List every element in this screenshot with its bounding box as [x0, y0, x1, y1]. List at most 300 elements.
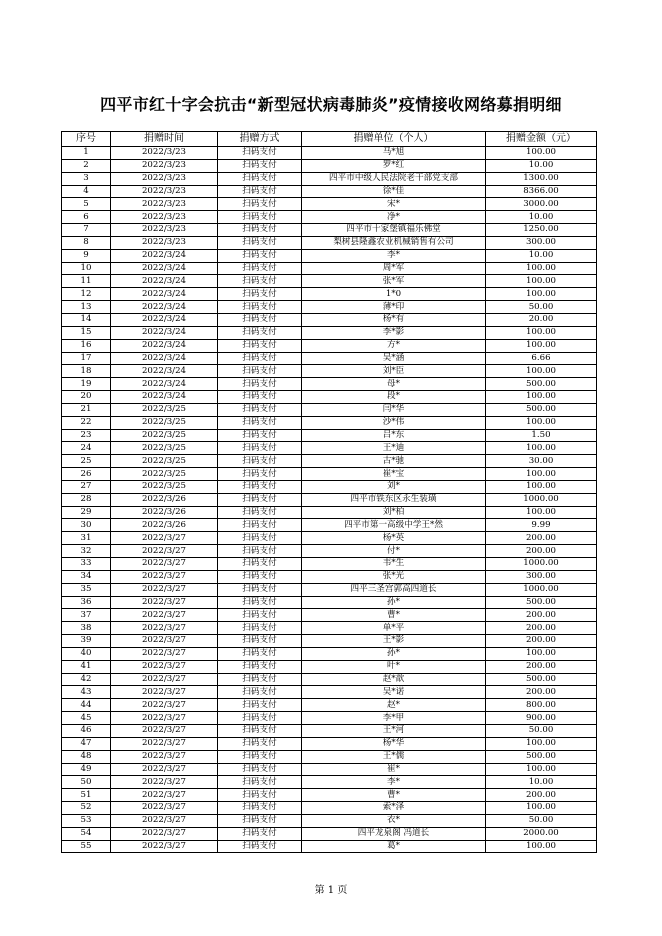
- cell-amount: 50.00: [486, 724, 597, 737]
- table-row: [62, 429, 597, 442]
- table-row: [62, 724, 597, 737]
- cell-donor: 李*甲: [302, 712, 486, 725]
- cell-serial-number: 3: [62, 172, 111, 185]
- cell-donation-method: 扫码支付: [218, 583, 302, 596]
- cell-donor: 王*儒: [302, 750, 486, 763]
- cell-amount: 10.00: [486, 776, 597, 789]
- table-row: [62, 455, 597, 468]
- cell-serial-number: 37: [62, 609, 111, 622]
- table-row: [62, 236, 597, 249]
- cell-amount: 500.00: [486, 673, 597, 686]
- cell-donation-method: 扫码支付: [218, 558, 302, 571]
- cell-amount: 8366.00: [486, 185, 597, 198]
- table-row: [62, 750, 597, 763]
- table-row: [62, 545, 597, 558]
- cell-donor: 吴*诺: [302, 686, 486, 699]
- cell-donation-method: 扫码支付: [218, 609, 302, 622]
- cell-serial-number: 21: [62, 403, 111, 416]
- header-donation-date: 捐赠时间: [111, 132, 218, 147]
- cell-donation-date: 2022/3/27: [111, 532, 218, 545]
- cell-amount: 200.00: [486, 789, 597, 802]
- cell-donation-method: 扫码支付: [218, 532, 302, 545]
- cell-serial-number: 45: [62, 712, 111, 725]
- table-row: [62, 660, 597, 673]
- cell-donor: 四平三圣宫郭高四道长: [302, 583, 486, 596]
- table-row: [62, 185, 597, 198]
- cell-donation-method: 扫码支付: [218, 724, 302, 737]
- cell-donation-method: 扫码支付: [218, 147, 302, 160]
- cell-donation-method: 扫码支付: [218, 313, 302, 326]
- cell-donor: 段*: [302, 391, 486, 404]
- cell-donor: 古*驰: [302, 455, 486, 468]
- table-row: [62, 442, 597, 455]
- table-row: [62, 403, 597, 416]
- cell-donation-date: 2022/3/23: [111, 185, 218, 198]
- cell-donation-date: 2022/3/23: [111, 198, 218, 211]
- table-row: [62, 763, 597, 776]
- cell-donation-method: 扫码支付: [218, 506, 302, 519]
- cell-donation-date: 2022/3/24: [111, 365, 218, 378]
- cell-donor: 曹*: [302, 609, 486, 622]
- cell-serial-number: 1: [62, 147, 111, 160]
- cell-amount: 10.00: [486, 249, 597, 262]
- cell-donation-date: 2022/3/24: [111, 378, 218, 391]
- header-serial-number: 序号: [62, 132, 111, 147]
- cell-serial-number: 35: [62, 583, 111, 596]
- cell-donation-method: 扫码支付: [218, 301, 302, 314]
- cell-serial-number: 23: [62, 429, 111, 442]
- cell-donation-date: 2022/3/23: [111, 211, 218, 224]
- cell-amount: 1.50: [486, 429, 597, 442]
- table-row: [62, 827, 597, 840]
- cell-donor: 王*影: [302, 635, 486, 648]
- cell-amount: 100.00: [486, 647, 597, 660]
- cell-amount: 30.00: [486, 455, 597, 468]
- cell-amount: 900.00: [486, 712, 597, 725]
- cell-donation-date: 2022/3/27: [111, 583, 218, 596]
- cell-donation-method: 扫码支付: [218, 262, 302, 275]
- cell-amount: 100.00: [486, 506, 597, 519]
- table-row: [62, 159, 597, 172]
- cell-amount: 500.00: [486, 403, 597, 416]
- cell-amount: 100.00: [486, 737, 597, 750]
- cell-amount: 200.00: [486, 532, 597, 545]
- cell-serial-number: 6: [62, 211, 111, 224]
- cell-serial-number: 31: [62, 532, 111, 545]
- cell-donation-date: 2022/3/23: [111, 224, 218, 237]
- cell-donation-method: 扫码支付: [218, 840, 302, 853]
- cell-donation-date: 2022/3/27: [111, 737, 218, 750]
- cell-donation-date: 2022/3/27: [111, 814, 218, 827]
- table-row: [62, 224, 597, 237]
- table-row: [62, 532, 597, 545]
- cell-donor: 崔*: [302, 763, 486, 776]
- cell-amount: 50.00: [486, 814, 597, 827]
- header-amount: 捐赠金额（元）: [486, 132, 597, 147]
- cell-serial-number: 44: [62, 699, 111, 712]
- cell-amount: 200.00: [486, 686, 597, 699]
- cell-donation-method: 扫码支付: [218, 288, 302, 301]
- cell-donation-date: 2022/3/26: [111, 519, 218, 532]
- cell-donation-date: 2022/3/27: [111, 570, 218, 583]
- cell-serial-number: 55: [62, 840, 111, 853]
- table-row: [62, 506, 597, 519]
- cell-amount: 6.66: [486, 352, 597, 365]
- cell-donation-date: 2022/3/27: [111, 827, 218, 840]
- cell-serial-number: 26: [62, 468, 111, 481]
- cell-serial-number: 7: [62, 224, 111, 237]
- cell-donation-method: 扫码支付: [218, 249, 302, 262]
- cell-serial-number: 20: [62, 391, 111, 404]
- cell-serial-number: 39: [62, 635, 111, 648]
- cell-donation-method: 扫码支付: [218, 545, 302, 558]
- cell-serial-number: 50: [62, 776, 111, 789]
- table-row: [62, 802, 597, 815]
- cell-donation-date: 2022/3/27: [111, 609, 218, 622]
- table-row: [62, 776, 597, 789]
- cell-serial-number: 11: [62, 275, 111, 288]
- cell-serial-number: 16: [62, 339, 111, 352]
- cell-amount: 3000.00: [486, 198, 597, 211]
- cell-donation-method: 扫码支付: [218, 198, 302, 211]
- cell-serial-number: 49: [62, 763, 111, 776]
- cell-donation-method: 扫码支付: [218, 622, 302, 635]
- cell-donation-date: 2022/3/24: [111, 339, 218, 352]
- cell-donation-date: 2022/3/25: [111, 468, 218, 481]
- cell-donation-date: 2022/3/27: [111, 776, 218, 789]
- table-row: [62, 339, 597, 352]
- cell-amount: 100.00: [486, 147, 597, 160]
- table-row: [62, 686, 597, 699]
- cell-donor: 单*平: [302, 622, 486, 635]
- cell-donor: 刘*臣: [302, 365, 486, 378]
- cell-donor: 吕*东: [302, 429, 486, 442]
- cell-donor: 闫*华: [302, 403, 486, 416]
- cell-donation-method: 扫码支付: [218, 326, 302, 339]
- cell-donor: 李*影: [302, 326, 486, 339]
- cell-donation-method: 扫码支付: [218, 429, 302, 442]
- cell-donor: 葛*: [302, 840, 486, 853]
- cell-donation-date: 2022/3/27: [111, 558, 218, 571]
- cell-donor: 四平市十家堡镇福乐佛堂: [302, 224, 486, 237]
- cell-donation-method: 扫码支付: [218, 776, 302, 789]
- cell-serial-number: 15: [62, 326, 111, 339]
- table-row: [62, 249, 597, 262]
- cell-amount: 100.00: [486, 339, 597, 352]
- cell-amount: 100.00: [486, 480, 597, 493]
- cell-donation-date: 2022/3/25: [111, 403, 218, 416]
- cell-donation-method: 扫码支付: [218, 519, 302, 532]
- cell-donor: 孙*: [302, 596, 486, 609]
- table-header-row: [62, 132, 597, 147]
- cell-donor: 母*: [302, 378, 486, 391]
- table-row: [62, 468, 597, 481]
- cell-amount: 100.00: [486, 365, 597, 378]
- cell-serial-number: 8: [62, 236, 111, 249]
- cell-donation-date: 2022/3/24: [111, 352, 218, 365]
- cell-donation-method: 扫码支付: [218, 211, 302, 224]
- cell-serial-number: 54: [62, 827, 111, 840]
- cell-donor: 王*迪: [302, 442, 486, 455]
- cell-donation-method: 扫码支付: [218, 686, 302, 699]
- table-row: [62, 493, 597, 506]
- cell-donation-date: 2022/3/24: [111, 391, 218, 404]
- cell-serial-number: 12: [62, 288, 111, 301]
- cell-serial-number: 40: [62, 647, 111, 660]
- cell-serial-number: 51: [62, 789, 111, 802]
- cell-amount: 10.00: [486, 159, 597, 172]
- cell-donation-date: 2022/3/27: [111, 712, 218, 725]
- table-row: [62, 480, 597, 493]
- cell-amount: 100.00: [486, 763, 597, 776]
- cell-amount: 100.00: [486, 468, 597, 481]
- cell-serial-number: 52: [62, 802, 111, 815]
- cell-serial-number: 42: [62, 673, 111, 686]
- cell-donor: 刘*柏: [302, 506, 486, 519]
- cell-donation-date: 2022/3/25: [111, 429, 218, 442]
- table-row: [62, 147, 597, 160]
- cell-donor: 薄*印: [302, 301, 486, 314]
- cell-serial-number: 32: [62, 545, 111, 558]
- cell-donation-method: 扫码支付: [218, 763, 302, 776]
- cell-donor: 叶*: [302, 660, 486, 673]
- cell-amount: 100.00: [486, 802, 597, 815]
- cell-donation-method: 扫码支付: [218, 172, 302, 185]
- table-row: [62, 609, 597, 622]
- cell-donation-method: 扫码支付: [218, 570, 302, 583]
- table-row: [62, 647, 597, 660]
- table-row: [62, 391, 597, 404]
- cell-amount: 200.00: [486, 609, 597, 622]
- cell-donor: 四平市铁东区永生装璜: [302, 493, 486, 506]
- cell-donation-method: 扫码支付: [218, 802, 302, 815]
- cell-donation-method: 扫码支付: [218, 378, 302, 391]
- cell-serial-number: 34: [62, 570, 111, 583]
- page-number: 第 1 页: [314, 885, 348, 896]
- cell-amount: 200.00: [486, 660, 597, 673]
- cell-donor: 徐*佳: [302, 185, 486, 198]
- header-donor: 捐赠单位（个人）: [302, 132, 486, 147]
- cell-donor: 方*: [302, 339, 486, 352]
- cell-donor: 吴*涵: [302, 352, 486, 365]
- table-row: [62, 699, 597, 712]
- cell-amount: 9.99: [486, 519, 597, 532]
- cell-donation-method: 扫码支付: [218, 827, 302, 840]
- cell-donation-method: 扫码支付: [218, 493, 302, 506]
- cell-amount: 300.00: [486, 570, 597, 583]
- cell-donation-date: 2022/3/27: [111, 686, 218, 699]
- header-donation-method: 捐赠方式: [218, 132, 302, 147]
- cell-amount: 100.00: [486, 840, 597, 853]
- cell-donation-method: 扫码支付: [218, 660, 302, 673]
- table-row: [62, 737, 597, 750]
- cell-amount: 50.00: [486, 301, 597, 314]
- cell-donation-date: 2022/3/24: [111, 326, 218, 339]
- cell-amount: 200.00: [486, 545, 597, 558]
- cell-donation-method: 扫码支付: [218, 635, 302, 648]
- cell-amount: 500.00: [486, 750, 597, 763]
- cell-donation-date: 2022/3/24: [111, 313, 218, 326]
- cell-amount: 500.00: [486, 596, 597, 609]
- cell-serial-number: 22: [62, 416, 111, 429]
- table-row: [62, 275, 597, 288]
- cell-amount: 100.00: [486, 416, 597, 429]
- cell-donation-date: 2022/3/27: [111, 635, 218, 648]
- table-row: [62, 673, 597, 686]
- cell-donation-date: 2022/3/26: [111, 493, 218, 506]
- cell-serial-number: 13: [62, 301, 111, 314]
- cell-serial-number: 38: [62, 622, 111, 635]
- cell-donor: 张*军: [302, 275, 486, 288]
- cell-amount: 20.00: [486, 313, 597, 326]
- table-row: [62, 378, 597, 391]
- cell-amount: 1000.00: [486, 558, 597, 571]
- cell-donor: 1*0: [302, 288, 486, 301]
- cell-donation-method: 扫码支付: [218, 352, 302, 365]
- cell-donor: 四平市中级人民法院老干部党支部: [302, 172, 486, 185]
- cell-donor: 马*旭: [302, 147, 486, 160]
- cell-serial-number: 28: [62, 493, 111, 506]
- cell-serial-number: 2: [62, 159, 111, 172]
- table-row: [62, 198, 597, 211]
- cell-donation-date: 2022/3/27: [111, 660, 218, 673]
- cell-serial-number: 14: [62, 313, 111, 326]
- cell-donor: 李*: [302, 776, 486, 789]
- cell-donor: 罗*红: [302, 159, 486, 172]
- cell-amount: 100.00: [486, 326, 597, 339]
- cell-donor: 崔*宝: [302, 468, 486, 481]
- cell-serial-number: 47: [62, 737, 111, 750]
- cell-serial-number: 36: [62, 596, 111, 609]
- cell-donation-date: 2022/3/27: [111, 699, 218, 712]
- table-row: [62, 352, 597, 365]
- table-row: [62, 596, 597, 609]
- cell-donation-method: 扫码支付: [218, 339, 302, 352]
- cell-donation-method: 扫码支付: [218, 442, 302, 455]
- cell-donation-method: 扫码支付: [218, 275, 302, 288]
- cell-donation-method: 扫码支付: [218, 365, 302, 378]
- cell-donor: 梨树县隆鑫农业机械销售有公司: [302, 236, 486, 249]
- cell-donation-method: 扫码支付: [218, 391, 302, 404]
- cell-donor: 宋*: [302, 198, 486, 211]
- table-row: [62, 622, 597, 635]
- table-row: [62, 840, 597, 853]
- cell-donation-date: 2022/3/24: [111, 301, 218, 314]
- cell-serial-number: 10: [62, 262, 111, 275]
- cell-donation-date: 2022/3/24: [111, 275, 218, 288]
- table-row: [62, 635, 597, 648]
- cell-donor: 赵*: [302, 699, 486, 712]
- cell-donation-method: 扫码支付: [218, 699, 302, 712]
- cell-donation-date: 2022/3/25: [111, 480, 218, 493]
- cell-serial-number: 25: [62, 455, 111, 468]
- table-row: [62, 313, 597, 326]
- cell-donation-method: 扫码支付: [218, 750, 302, 763]
- cell-donation-method: 扫码支付: [218, 737, 302, 750]
- cell-donation-method: 扫码支付: [218, 185, 302, 198]
- cell-serial-number: 24: [62, 442, 111, 455]
- cell-amount: 500.00: [486, 378, 597, 391]
- cell-donation-date: 2022/3/27: [111, 545, 218, 558]
- cell-amount: 1000.00: [486, 493, 597, 506]
- cell-amount: 100.00: [486, 275, 597, 288]
- cell-donor: 杨*华: [302, 737, 486, 750]
- cell-donation-method: 扫码支付: [218, 673, 302, 686]
- table-row: [62, 789, 597, 802]
- donation-table: [61, 131, 597, 853]
- cell-amount: 100.00: [486, 288, 597, 301]
- cell-amount: 100.00: [486, 262, 597, 275]
- cell-donor: 周*军: [302, 262, 486, 275]
- cell-donor: 四平市第一高级中学王*然: [302, 519, 486, 532]
- cell-donor: 孙*: [302, 647, 486, 660]
- table-row: [62, 365, 597, 378]
- cell-amount: 1300.00: [486, 172, 597, 185]
- cell-donation-method: 扫码支付: [218, 596, 302, 609]
- cell-donation-method: 扫码支付: [218, 468, 302, 481]
- cell-donor: 韦*生: [302, 558, 486, 571]
- cell-donation-method: 扫码支付: [218, 789, 302, 802]
- cell-donor: 王*河: [302, 724, 486, 737]
- cell-donation-date: 2022/3/25: [111, 455, 218, 468]
- cell-donor: 杨*有: [302, 313, 486, 326]
- cell-donation-date: 2022/3/24: [111, 262, 218, 275]
- cell-donation-method: 扫码支付: [218, 224, 302, 237]
- cell-donation-date: 2022/3/27: [111, 673, 218, 686]
- table-row: [62, 519, 597, 532]
- cell-serial-number: 18: [62, 365, 111, 378]
- cell-donation-date: 2022/3/23: [111, 172, 218, 185]
- cell-donation-date: 2022/3/24: [111, 288, 218, 301]
- cell-donor: 刘*: [302, 480, 486, 493]
- cell-amount: 300.00: [486, 236, 597, 249]
- cell-donation-date: 2022/3/25: [111, 442, 218, 455]
- cell-serial-number: 48: [62, 750, 111, 763]
- cell-donor: 索*泽: [302, 802, 486, 815]
- cell-donation-method: 扫码支付: [218, 647, 302, 660]
- cell-donation-date: 2022/3/27: [111, 840, 218, 853]
- cell-donation-date: 2022/3/27: [111, 622, 218, 635]
- cell-donation-method: 扫码支付: [218, 712, 302, 725]
- cell-donation-date: 2022/3/23: [111, 236, 218, 249]
- cell-serial-number: 29: [62, 506, 111, 519]
- cell-donor: 净*: [302, 211, 486, 224]
- cell-serial-number: 30: [62, 519, 111, 532]
- cell-donation-date: 2022/3/25: [111, 416, 218, 429]
- cell-donation-date: 2022/3/23: [111, 147, 218, 160]
- cell-donation-method: 扫码支付: [218, 480, 302, 493]
- table-row: [62, 288, 597, 301]
- table-row: [62, 262, 597, 275]
- cell-donor: 杨*英: [302, 532, 486, 545]
- page-title: 四平市红十字会抗击“新型冠状病毒肺炎”疫情接收网络募捐明细: [100, 95, 562, 114]
- table-row: [62, 172, 597, 185]
- cell-donation-date: 2022/3/27: [111, 596, 218, 609]
- cell-amount: 1250.00: [486, 224, 597, 237]
- cell-amount: 2000.00: [486, 827, 597, 840]
- cell-serial-number: 53: [62, 814, 111, 827]
- table-row: [62, 416, 597, 429]
- cell-donation-method: 扫码支付: [218, 236, 302, 249]
- cell-serial-number: 4: [62, 185, 111, 198]
- cell-amount: 100.00: [486, 442, 597, 455]
- table-body: [62, 147, 597, 853]
- table-row: [62, 583, 597, 596]
- cell-donation-method: 扫码支付: [218, 159, 302, 172]
- cell-donor: 曹*: [302, 789, 486, 802]
- cell-serial-number: 19: [62, 378, 111, 391]
- cell-donation-date: 2022/3/27: [111, 647, 218, 660]
